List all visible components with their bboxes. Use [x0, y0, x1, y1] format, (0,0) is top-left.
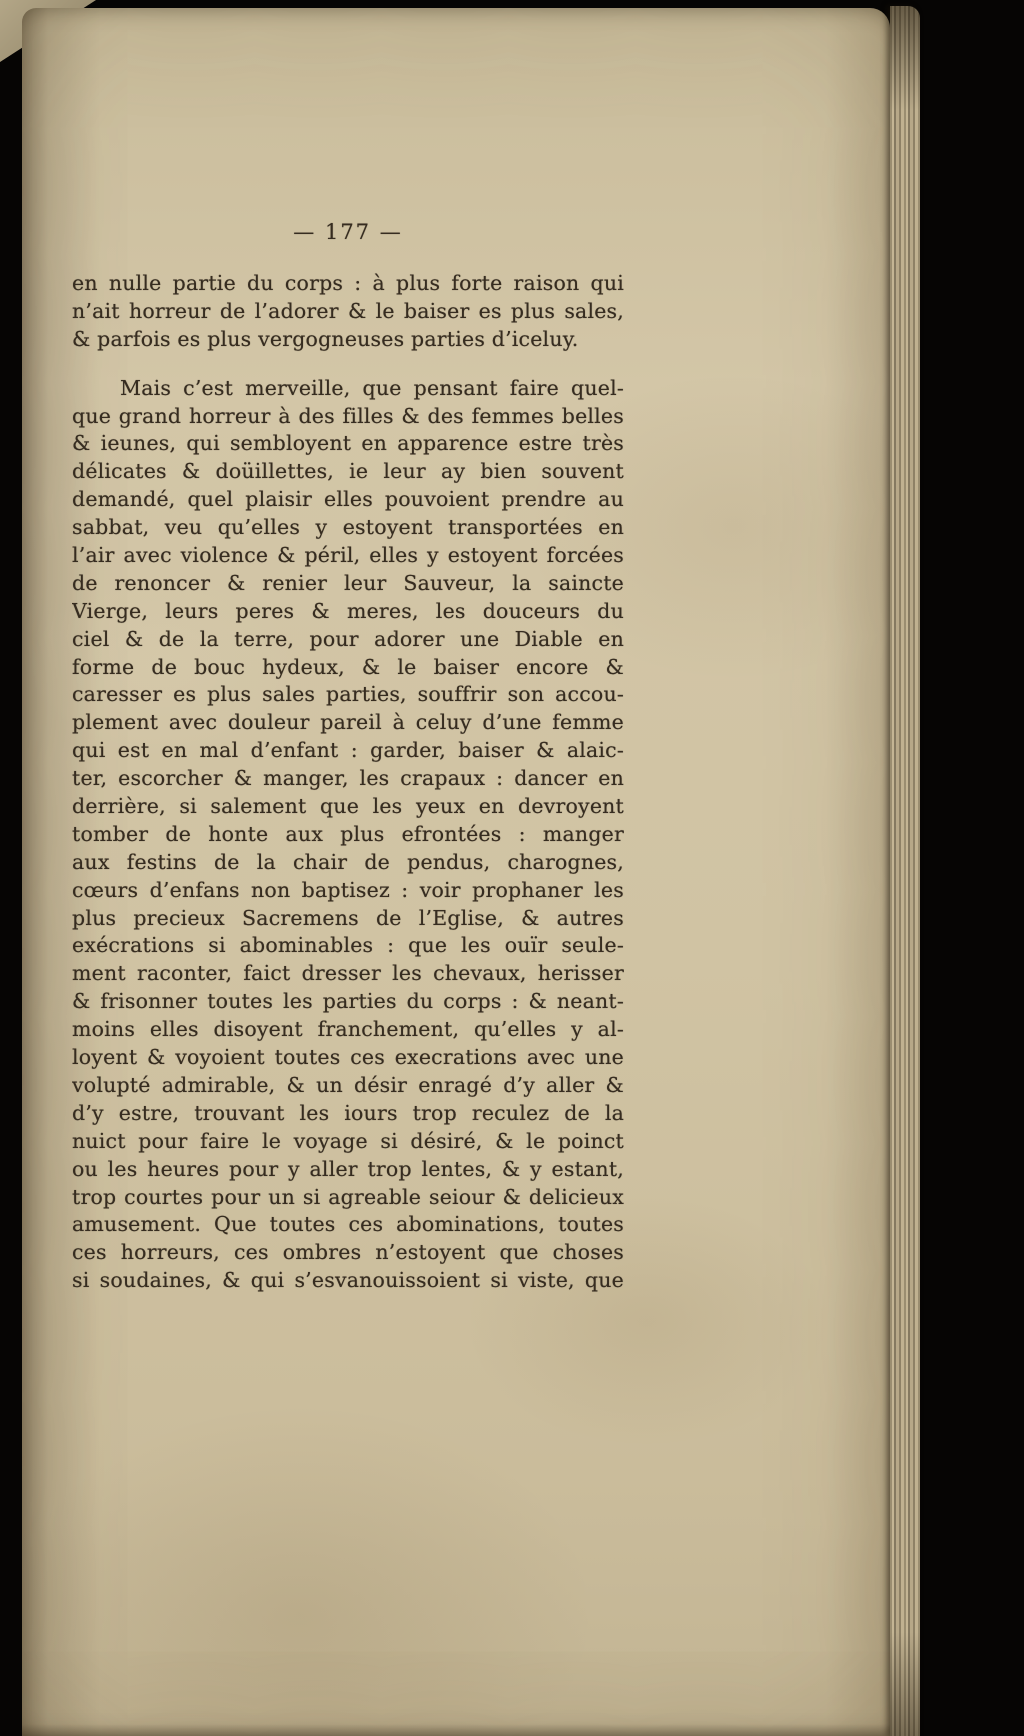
text-line: si soudaines, & qui s’esvanouissoient si viste, que: [72, 1268, 624, 1293]
text-line: plement avec douleur pareil à celuy d’une femme: [72, 710, 624, 735]
text-line: aux festins de la chair de pendus, charognes,: [72, 849, 624, 874]
text-line: délicates & doüillettes, ie leur ay bien souvent: [72, 459, 624, 484]
text-line: ces horreurs, ces ombres n’estoyent que choses: [72, 1240, 624, 1265]
text-line: volupté admirable, & un désir enragé d’y aller &: [72, 1072, 624, 1097]
text-line: ter, escorcher & manger, les crapaux : dancer en: [72, 766, 624, 791]
text-line: trop courtes pour un si agreable seiour & delicieux: [72, 1184, 624, 1209]
book-page: [22, 8, 890, 1736]
page-edges: [890, 6, 920, 1736]
text-line: forme de bouc hydeux, & le baiser encore &: [72, 654, 624, 679]
text-line: tomber de honte aux plus efrontées : manger: [72, 821, 624, 846]
paragraph: [72, 270, 624, 354]
text-line: n’ait horreur de l’adorer & le baiser es plus sales,: [72, 298, 624, 323]
text-line: & ieunes, qui sembloyent en apparence estre très: [72, 431, 624, 456]
page-text: [72, 270, 624, 1295]
text-line: moins elles disoyent franchement, qu’elles y al-: [72, 1017, 624, 1042]
text-line: derrière, si salement que les yeux en devroyent: [72, 794, 624, 819]
text-line: amusement. Que toutes ces abominations, toutes: [72, 1212, 624, 1237]
text-line: sabbat, veu qu’elles y estoyent transportées en: [72, 515, 624, 540]
text-line: Mais c’est merveille, que pensant faire quel-: [120, 375, 624, 400]
text-line: ciel & de la terre, pour adorer une Diable en: [72, 626, 624, 651]
text-line: cœurs d’enfans non baptisez : voir prophaner les: [72, 877, 624, 902]
text-line: & parfois es plus vergogneuses parties d’iceluy.: [72, 326, 579, 351]
page-number: — 177 —: [293, 220, 403, 244]
text-line: exécrations si abominables : que les ouïr seule-: [72, 933, 624, 958]
text-line: que grand horreur à des filles & des femmes belles: [72, 403, 624, 428]
paragraph: [72, 375, 624, 1295]
page-bottom-shadow: [22, 1724, 890, 1736]
text-line: loyent & voyoient toutes ces execrations avec une: [72, 1045, 624, 1070]
text-line: ou les heures pour y aller trop lentes, & y estant,: [72, 1156, 624, 1181]
text-line: de renoncer & renier leur Sauveur, la saincte: [72, 570, 624, 595]
page-content: [72, 220, 624, 1295]
text-line: d’y estre, trouvant les iours trop reculez de la: [72, 1100, 624, 1125]
text-line: & frisonner toutes les parties du corps : & neant-: [72, 989, 624, 1014]
text-line: qui est en mal d’enfant : garder, baiser & alaic-: [72, 738, 624, 763]
text-line: plus precieux Sacremens de l’Eglise, & autres: [72, 905, 624, 930]
text-line: demandé, quel plaisir elles pouvoient prendre au: [72, 487, 624, 512]
text-line: Vierge, leurs peres & meres, les douceurs du: [72, 598, 624, 623]
text-line: ment raconter, faict dresser les chevaux, herisser: [72, 961, 624, 986]
text-line: l’air avec violence & péril, elles y estoyent forcées: [72, 543, 624, 568]
text-line: nuict pour faire le voyage si désiré, & le poinct: [72, 1128, 624, 1153]
text-line: caresser es plus sales parties, souffrir son accou-: [72, 682, 624, 707]
text-line: en nulle partie du corps : à plus forte raison qui: [72, 271, 624, 295]
